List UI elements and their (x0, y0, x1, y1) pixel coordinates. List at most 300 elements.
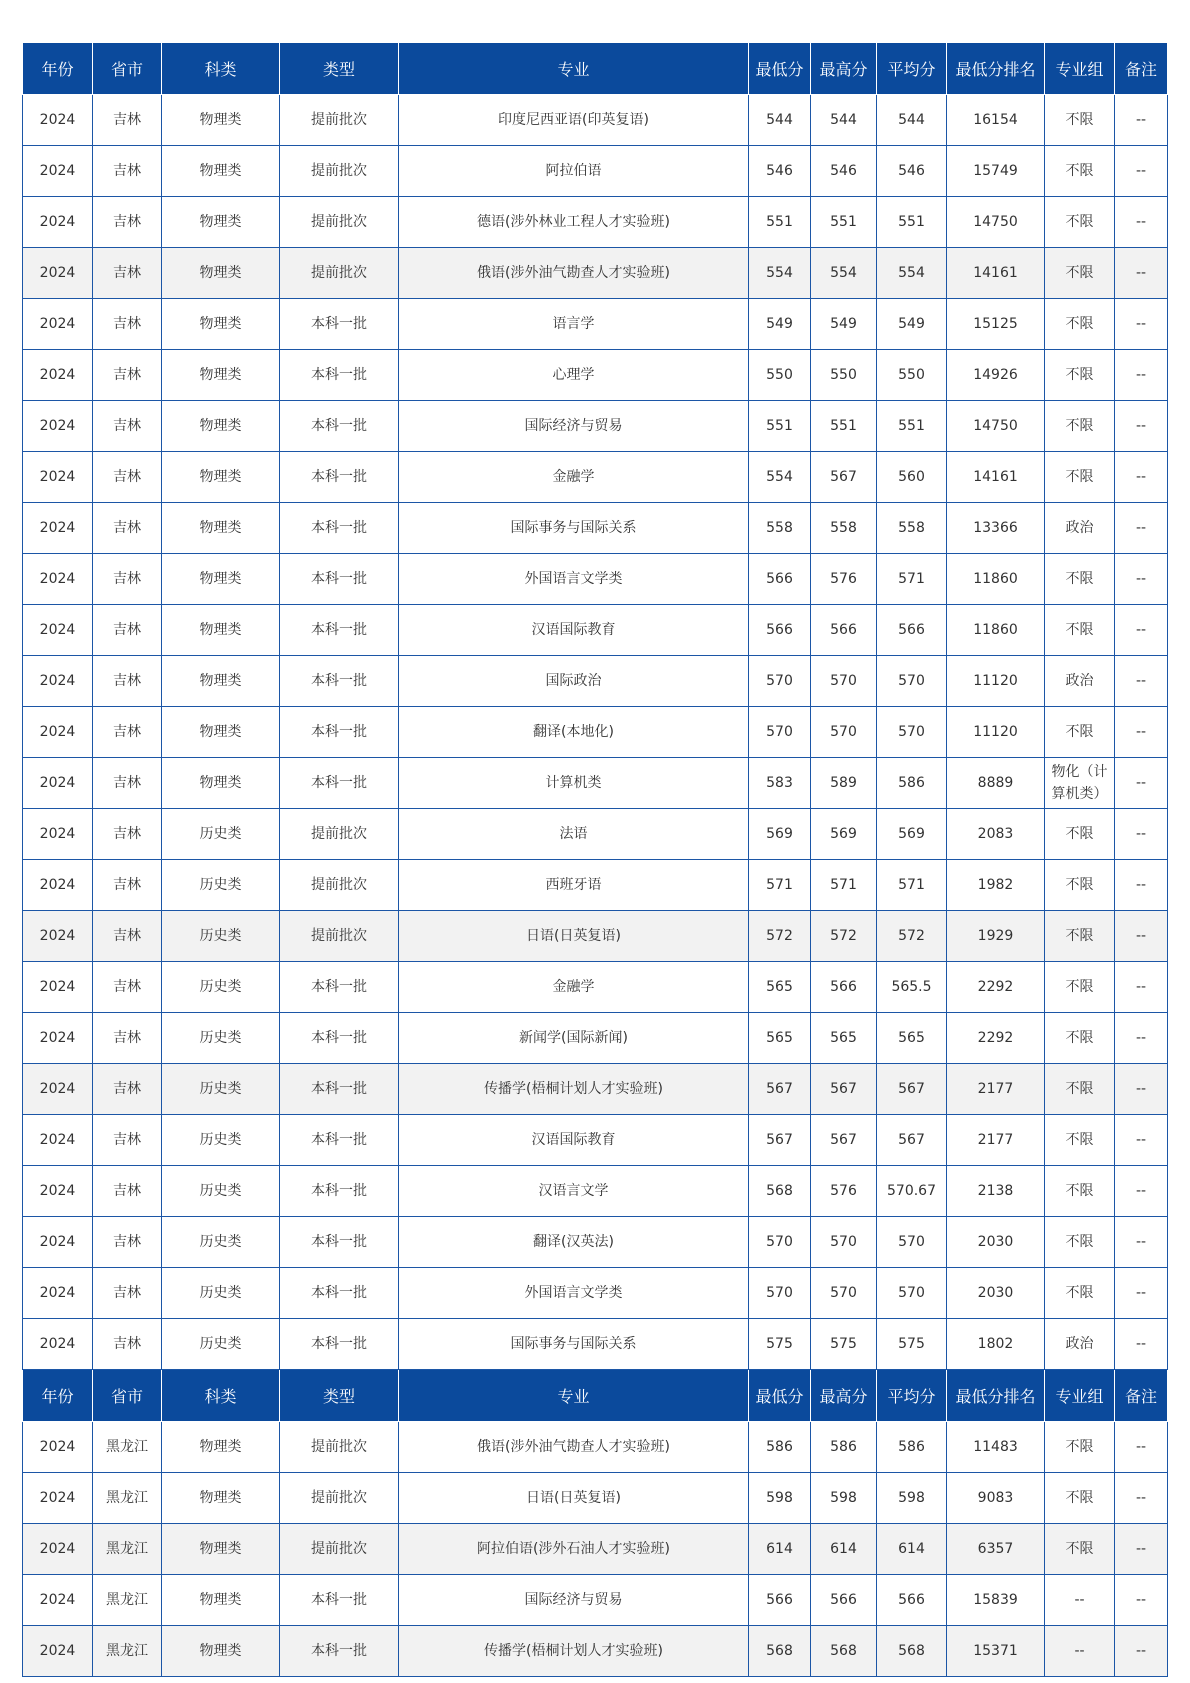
cell-major-group: 物化（计算机类） (1045, 758, 1115, 809)
cell-batch-type: 本科一批 (280, 1115, 399, 1166)
header-major: 专业 (399, 43, 749, 95)
cell-year: 2024 (23, 1473, 93, 1524)
cell-major: 阿拉伯语(涉外石油人才实验班) (399, 1524, 749, 1575)
table-row (23, 146, 1168, 197)
cell-major-group: 不限 (1045, 1268, 1115, 1319)
cell-major-group: 政治 (1045, 656, 1115, 707)
cell-year: 2024 (23, 95, 93, 146)
cell-subject-category: 历史类 (162, 1166, 280, 1217)
cell-avg-score: 566 (877, 1575, 947, 1626)
cell-province: 黑龙江 (93, 1422, 162, 1473)
cell-max-score: 546 (811, 146, 877, 197)
cell-batch-type: 本科一批 (280, 1166, 399, 1217)
cell-max-score: 570 (811, 707, 877, 758)
cell-min-score: 570 (749, 1268, 811, 1319)
cell-max-score: 567 (811, 452, 877, 503)
cell-major-group: 不限 (1045, 1524, 1115, 1575)
cell-major-group: 不限 (1045, 554, 1115, 605)
cell-year: 2024 (23, 401, 93, 452)
cell-major: 德语(涉外林业工程人才实验班) (399, 197, 749, 248)
cell-major-group: 不限 (1045, 1115, 1115, 1166)
cell-major: 金融学 (399, 962, 749, 1013)
cell-subject-category: 物理类 (162, 758, 280, 809)
cell-subject-category: 历史类 (162, 1115, 280, 1166)
table-row (23, 197, 1168, 248)
table-row (23, 1575, 1168, 1626)
cell-batch-type: 本科一批 (280, 503, 399, 554)
cell-batch-type: 提前批次 (280, 809, 399, 860)
cell-province: 吉林 (93, 1064, 162, 1115)
cell-year: 2024 (23, 248, 93, 299)
cell-max-score: 575 (811, 1319, 877, 1370)
table-row (23, 401, 1168, 452)
header-province: 省市 (93, 1370, 162, 1422)
cell-batch-type: 提前批次 (280, 146, 399, 197)
cell-subject-category: 物理类 (162, 197, 280, 248)
cell-major-group: 不限 (1045, 1013, 1115, 1064)
cell-max-score: 598 (811, 1473, 877, 1524)
cell-min-score: 614 (749, 1524, 811, 1575)
cell-subject-category: 物理类 (162, 248, 280, 299)
table-row (23, 350, 1168, 401)
cell-batch-type: 提前批次 (280, 1473, 399, 1524)
cell-subject-category: 物理类 (162, 299, 280, 350)
cell-major: 汉语国际教育 (399, 1115, 749, 1166)
cell-batch-type: 提前批次 (280, 197, 399, 248)
header-remark: 备注 (1115, 43, 1168, 95)
cell-max-score: 614 (811, 1524, 877, 1575)
cell-major: 日语(日英复语) (399, 911, 749, 962)
header-year: 年份 (23, 1370, 93, 1422)
cell-min-score-rank: 11860 (947, 605, 1045, 656)
cell-province: 吉林 (93, 1217, 162, 1268)
header-avg-score: 平均分 (877, 43, 947, 95)
cell-min-score-rank: 1982 (947, 860, 1045, 911)
cell-major-group: 不限 (1045, 299, 1115, 350)
table-row (23, 1319, 1168, 1370)
cell-year: 2024 (23, 1422, 93, 1473)
cell-batch-type: 本科一批 (280, 401, 399, 452)
cell-avg-score: 560 (877, 452, 947, 503)
cell-province: 吉林 (93, 911, 162, 962)
cell-avg-score: 554 (877, 248, 947, 299)
cell-subject-category: 物理类 (162, 1473, 280, 1524)
cell-major: 国际事务与国际关系 (399, 503, 749, 554)
cell-min-score-rank: 14750 (947, 197, 1045, 248)
cell-year: 2024 (23, 605, 93, 656)
cell-max-score: 567 (811, 1115, 877, 1166)
table-row (23, 503, 1168, 554)
cell-max-score: 569 (811, 809, 877, 860)
cell-max-score: 554 (811, 248, 877, 299)
cell-min-score: 568 (749, 1166, 811, 1217)
cell-year: 2024 (23, 299, 93, 350)
cell-major: 汉语国际教育 (399, 605, 749, 656)
cell-min-score-rank: 2177 (947, 1115, 1045, 1166)
cell-min-score-rank: 8889 (947, 758, 1045, 809)
cell-max-score: 566 (811, 1575, 877, 1626)
cell-major-group: 不限 (1045, 197, 1115, 248)
cell-year: 2024 (23, 1268, 93, 1319)
cell-avg-score: 570 (877, 656, 947, 707)
cell-subject-category: 物理类 (162, 707, 280, 758)
cell-subject-category: 历史类 (162, 809, 280, 860)
table-row (23, 554, 1168, 605)
cell-major: 金融学 (399, 452, 749, 503)
cell-subject-category: 物理类 (162, 554, 280, 605)
cell-subject-category: 物理类 (162, 350, 280, 401)
cell-subject-category: 物理类 (162, 605, 280, 656)
cell-min-score-rank: 2083 (947, 809, 1045, 860)
cell-min-score: 551 (749, 197, 811, 248)
cell-major: 阿拉伯语 (399, 146, 749, 197)
cell-avg-score: 570 (877, 1268, 947, 1319)
cell-min-score-rank: 2030 (947, 1268, 1045, 1319)
table-row (23, 1473, 1168, 1524)
cell-subject-category: 物理类 (162, 1626, 280, 1677)
cell-min-score-rank: 16154 (947, 95, 1045, 146)
cell-year: 2024 (23, 1626, 93, 1677)
cell-major: 新闻学(国际新闻) (399, 1013, 749, 1064)
cell-batch-type: 本科一批 (280, 350, 399, 401)
cell-subject-category: 历史类 (162, 860, 280, 911)
cell-avg-score: 570 (877, 1217, 947, 1268)
cell-min-score: 566 (749, 605, 811, 656)
cell-remark: -- (1115, 1473, 1168, 1524)
cell-major: 印度尼西亚语(印英复语) (399, 95, 749, 146)
cell-remark: -- (1115, 95, 1168, 146)
admission-scores-table (22, 42, 1168, 1677)
cell-remark: -- (1115, 1064, 1168, 1115)
cell-max-score: 567 (811, 1064, 877, 1115)
cell-major: 计算机类 (399, 758, 749, 809)
cell-year: 2024 (23, 1217, 93, 1268)
cell-major: 国际政治 (399, 656, 749, 707)
table-row (23, 1217, 1168, 1268)
cell-major: 俄语(涉外油气勘查人才实验班) (399, 248, 749, 299)
cell-province: 吉林 (93, 809, 162, 860)
cell-min-score: 565 (749, 1013, 811, 1064)
cell-min-score-rank: 11120 (947, 656, 1045, 707)
cell-year: 2024 (23, 707, 93, 758)
cell-batch-type: 本科一批 (280, 554, 399, 605)
header-major-group: 专业组 (1045, 1370, 1115, 1422)
cell-remark: -- (1115, 401, 1168, 452)
cell-min-score: 549 (749, 299, 811, 350)
cell-major: 翻译(汉英法) (399, 1217, 749, 1268)
cell-major: 汉语言文学 (399, 1166, 749, 1217)
cell-subject-category: 物理类 (162, 401, 280, 452)
cell-major: 日语(日英复语) (399, 1473, 749, 1524)
cell-avg-score: 565.5 (877, 962, 947, 1013)
cell-avg-score: 614 (877, 1524, 947, 1575)
table-row (23, 1013, 1168, 1064)
cell-major-group: 不限 (1045, 1422, 1115, 1473)
cell-province: 吉林 (93, 248, 162, 299)
cell-subject-category: 历史类 (162, 1268, 280, 1319)
cell-remark: -- (1115, 758, 1168, 809)
cell-province: 吉林 (93, 401, 162, 452)
cell-year: 2024 (23, 350, 93, 401)
cell-major-group: 不限 (1045, 1064, 1115, 1115)
header-min-score-rank: 最低分排名 (947, 43, 1045, 95)
cell-min-score: 554 (749, 248, 811, 299)
cell-min-score-rank: 15749 (947, 146, 1045, 197)
table-row (23, 911, 1168, 962)
cell-major-group: 不限 (1045, 911, 1115, 962)
cell-province: 吉林 (93, 1166, 162, 1217)
cell-remark: -- (1115, 1319, 1168, 1370)
cell-min-score: 572 (749, 911, 811, 962)
cell-year: 2024 (23, 1319, 93, 1370)
cell-max-score: 551 (811, 197, 877, 248)
cell-batch-type: 提前批次 (280, 248, 399, 299)
cell-major: 俄语(涉外油气勘查人才实验班) (399, 1422, 749, 1473)
cell-avg-score: 546 (877, 146, 947, 197)
cell-min-score-rank: 9083 (947, 1473, 1045, 1524)
table-row (23, 707, 1168, 758)
cell-max-score: 586 (811, 1422, 877, 1473)
cell-remark: -- (1115, 1013, 1168, 1064)
cell-year: 2024 (23, 554, 93, 605)
cell-min-score: 570 (749, 656, 811, 707)
table-row (23, 452, 1168, 503)
cell-remark: -- (1115, 248, 1168, 299)
cell-province: 吉林 (93, 299, 162, 350)
cell-batch-type: 本科一批 (280, 299, 399, 350)
table-row (23, 1268, 1168, 1319)
cell-province: 吉林 (93, 1268, 162, 1319)
cell-remark: -- (1115, 911, 1168, 962)
cell-batch-type: 本科一批 (280, 452, 399, 503)
cell-batch-type: 本科一批 (280, 1626, 399, 1677)
cell-province: 吉林 (93, 962, 162, 1013)
header-year: 年份 (23, 43, 93, 95)
cell-avg-score: 575 (877, 1319, 947, 1370)
cell-min-score: 558 (749, 503, 811, 554)
cell-min-score-rank: 2030 (947, 1217, 1045, 1268)
cell-province: 吉林 (93, 95, 162, 146)
cell-batch-type: 本科一批 (280, 758, 399, 809)
cell-min-score-rank: 14161 (947, 452, 1045, 503)
cell-major-group: -- (1045, 1626, 1115, 1677)
header-batch-type: 类型 (280, 1370, 399, 1422)
table-header-row (23, 43, 1168, 95)
cell-avg-score: 566 (877, 605, 947, 656)
cell-year: 2024 (23, 758, 93, 809)
cell-avg-score: 570.67 (877, 1166, 947, 1217)
header-subject-category: 科类 (162, 1370, 280, 1422)
table-row (23, 248, 1168, 299)
cell-max-score: 544 (811, 95, 877, 146)
table-row (23, 95, 1168, 146)
cell-max-score: 565 (811, 1013, 877, 1064)
table-row (23, 656, 1168, 707)
cell-subject-category: 物理类 (162, 95, 280, 146)
header-subject-category: 科类 (162, 43, 280, 95)
table-body (23, 43, 1168, 1677)
cell-min-score: 546 (749, 146, 811, 197)
cell-subject-category: 历史类 (162, 1217, 280, 1268)
cell-min-score-rank: 15371 (947, 1626, 1045, 1677)
cell-subject-category: 物理类 (162, 452, 280, 503)
header-batch-type: 类型 (280, 43, 399, 95)
header-max-score: 最高分 (811, 43, 877, 95)
cell-min-score-rank: 1802 (947, 1319, 1045, 1370)
cell-province: 黑龙江 (93, 1626, 162, 1677)
table-header-row (23, 1370, 1168, 1422)
cell-avg-score: 586 (877, 1422, 947, 1473)
cell-major: 西班牙语 (399, 860, 749, 911)
cell-province: 吉林 (93, 452, 162, 503)
cell-min-score-rank: 1929 (947, 911, 1045, 962)
cell-avg-score: 571 (877, 860, 947, 911)
cell-min-score-rank: 13366 (947, 503, 1045, 554)
cell-remark: -- (1115, 197, 1168, 248)
cell-province: 吉林 (93, 146, 162, 197)
cell-subject-category: 历史类 (162, 1319, 280, 1370)
cell-major: 翻译(本地化) (399, 707, 749, 758)
cell-avg-score: 544 (877, 95, 947, 146)
cell-avg-score: 572 (877, 911, 947, 962)
cell-max-score: 550 (811, 350, 877, 401)
cell-subject-category: 历史类 (162, 962, 280, 1013)
cell-major-group: 不限 (1045, 401, 1115, 452)
cell-batch-type: 提前批次 (280, 1524, 399, 1575)
cell-year: 2024 (23, 1524, 93, 1575)
table-row (23, 605, 1168, 656)
cell-batch-type: 本科一批 (280, 1217, 399, 1268)
cell-province: 吉林 (93, 1115, 162, 1166)
cell-min-score: 565 (749, 962, 811, 1013)
cell-min-score-rank: 11483 (947, 1422, 1045, 1473)
cell-major: 国际经济与贸易 (399, 401, 749, 452)
cell-remark: -- (1115, 452, 1168, 503)
cell-remark: -- (1115, 1626, 1168, 1677)
cell-remark: -- (1115, 1575, 1168, 1626)
cell-major-group: 不限 (1045, 605, 1115, 656)
cell-avg-score: 568 (877, 1626, 947, 1677)
cell-batch-type: 本科一批 (280, 1064, 399, 1115)
cell-major-group: 不限 (1045, 350, 1115, 401)
cell-subject-category: 物理类 (162, 146, 280, 197)
cell-min-score-rank: 15125 (947, 299, 1045, 350)
cell-year: 2024 (23, 1013, 93, 1064)
cell-major-group: 不限 (1045, 95, 1115, 146)
cell-subject-category: 物理类 (162, 503, 280, 554)
cell-subject-category: 物理类 (162, 1575, 280, 1626)
cell-min-score: 568 (749, 1626, 811, 1677)
cell-max-score: 566 (811, 605, 877, 656)
cell-remark: -- (1115, 605, 1168, 656)
cell-avg-score: 569 (877, 809, 947, 860)
cell-province: 黑龙江 (93, 1575, 162, 1626)
cell-min-score-rank: 2177 (947, 1064, 1045, 1115)
cell-remark: -- (1115, 1268, 1168, 1319)
table-row (23, 1422, 1168, 1473)
cell-province: 吉林 (93, 605, 162, 656)
cell-major-group: 不限 (1045, 809, 1115, 860)
cell-max-score: 570 (811, 1268, 877, 1319)
table-row (23, 962, 1168, 1013)
cell-min-score: 570 (749, 707, 811, 758)
cell-year: 2024 (23, 1166, 93, 1217)
cell-major-group: 不限 (1045, 1166, 1115, 1217)
cell-major-group: -- (1045, 1575, 1115, 1626)
cell-min-score: 570 (749, 1217, 811, 1268)
cell-batch-type: 本科一批 (280, 605, 399, 656)
header-major-group: 专业组 (1045, 43, 1115, 95)
cell-remark: -- (1115, 1166, 1168, 1217)
cell-remark: -- (1115, 350, 1168, 401)
cell-avg-score: 550 (877, 350, 947, 401)
header-avg-score: 平均分 (877, 1370, 947, 1422)
cell-min-score-rank: 2292 (947, 962, 1045, 1013)
table-row (23, 809, 1168, 860)
cell-batch-type: 本科一批 (280, 1013, 399, 1064)
cell-year: 2024 (23, 656, 93, 707)
cell-year: 2024 (23, 197, 93, 248)
cell-major-group: 不限 (1045, 248, 1115, 299)
cell-min-score-rank: 14750 (947, 401, 1045, 452)
cell-min-score-rank: 15839 (947, 1575, 1045, 1626)
cell-subject-category: 物理类 (162, 1422, 280, 1473)
cell-province: 吉林 (93, 1013, 162, 1064)
table-row (23, 299, 1168, 350)
cell-major: 国际经济与贸易 (399, 1575, 749, 1626)
cell-major: 外国语言文学类 (399, 554, 749, 605)
cell-batch-type: 提前批次 (280, 911, 399, 962)
table-row (23, 1524, 1168, 1575)
cell-year: 2024 (23, 1064, 93, 1115)
cell-batch-type: 本科一批 (280, 962, 399, 1013)
table-row (23, 1115, 1168, 1166)
cell-year: 2024 (23, 809, 93, 860)
header-min-score-rank: 最低分排名 (947, 1370, 1045, 1422)
cell-remark: -- (1115, 1524, 1168, 1575)
header-province: 省市 (93, 43, 162, 95)
cell-min-score: 569 (749, 809, 811, 860)
admission-scores-container (22, 42, 1167, 1677)
cell-year: 2024 (23, 962, 93, 1013)
table-row (23, 1166, 1168, 1217)
table-row (23, 1064, 1168, 1115)
cell-batch-type: 本科一批 (280, 656, 399, 707)
cell-major: 传播学(梧桐计划人才实验班) (399, 1064, 749, 1115)
cell-min-score: 566 (749, 1575, 811, 1626)
cell-subject-category: 历史类 (162, 1013, 280, 1064)
cell-remark: -- (1115, 962, 1168, 1013)
cell-subject-category: 物理类 (162, 656, 280, 707)
cell-year: 2024 (23, 860, 93, 911)
cell-remark: -- (1115, 503, 1168, 554)
cell-avg-score: 549 (877, 299, 947, 350)
cell-province: 黑龙江 (93, 1524, 162, 1575)
cell-batch-type: 本科一批 (280, 1575, 399, 1626)
header-max-score: 最高分 (811, 1370, 877, 1422)
cell-major: 传播学(梧桐计划人才实验班) (399, 1626, 749, 1677)
cell-max-score: 570 (811, 656, 877, 707)
cell-major: 心理学 (399, 350, 749, 401)
header-major: 专业 (399, 1370, 749, 1422)
cell-major: 语言学 (399, 299, 749, 350)
cell-year: 2024 (23, 1115, 93, 1166)
table-row (23, 758, 1168, 809)
cell-province: 吉林 (93, 1319, 162, 1370)
cell-major: 法语 (399, 809, 749, 860)
cell-min-score-rank: 14161 (947, 248, 1045, 299)
cell-avg-score: 571 (877, 554, 947, 605)
